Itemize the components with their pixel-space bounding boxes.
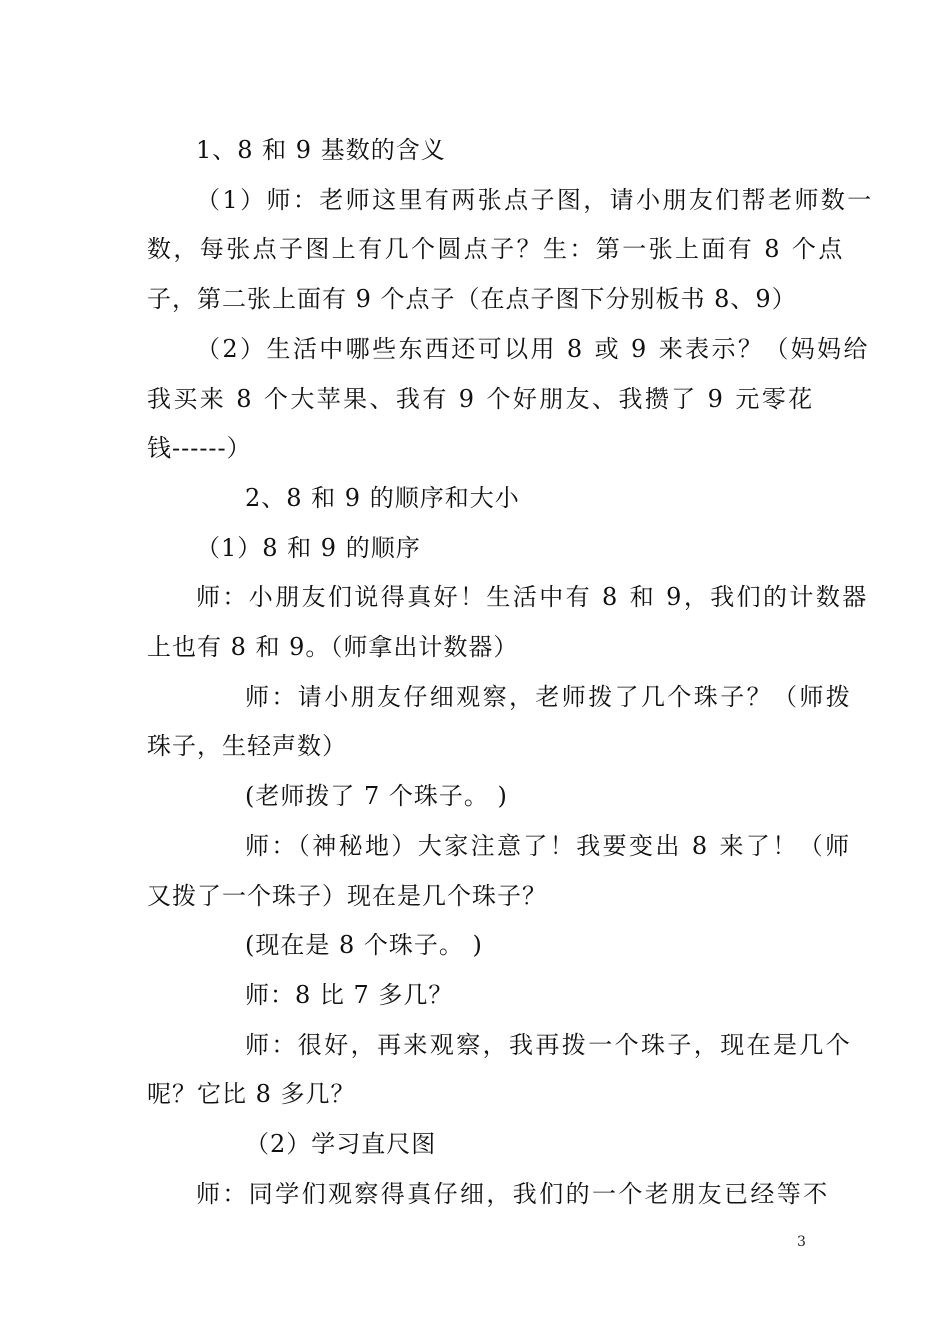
- paragraph-line: (老师拨了 7 个珠子。 ): [245, 782, 508, 810]
- paragraph-line: (现在是 8 个珠子。 ): [245, 931, 483, 959]
- paragraph-line: （1）师：老师这里有两张点子图，请小朋友们帮老师数一: [196, 186, 874, 214]
- paragraph-line: 数，每张点子图上有几个圆点子？生：第一张上面有 8 个点: [147, 235, 845, 263]
- paragraph-line: 钱------）: [147, 434, 252, 462]
- paragraph-line: 上也有 8 和 9。（师拿出计数器）: [147, 633, 519, 661]
- subsection-heading: （2）学习直尺图: [245, 1130, 437, 1158]
- paragraph-line: 师：请小朋友仔细观察，老师拨了几个珠子？（师拨: [245, 683, 853, 711]
- paragraph-line: 师：8 比 7 多几？: [245, 981, 454, 1009]
- section-heading: 1、8 和 9 基数的含义: [196, 136, 446, 164]
- paragraph-line: 师：小朋友们说得真好！生活中有 8 和 9，我们的计数器: [196, 583, 869, 611]
- paragraph-line: 我买来 8 个大苹果、我有 9 个好朋友、我攒了 9 元零花: [147, 385, 815, 413]
- paragraph-line: （2）生活中哪些东西还可以用 8 或 9 来表示？（妈妈给: [196, 335, 870, 363]
- section-heading: 2、8 和 9 的顺序和大小: [245, 484, 520, 512]
- subsection-heading: （1）8 和 9 的顺序: [196, 534, 421, 562]
- paragraph-line: 又拨了一个珠子）现在是几个珠子？: [147, 882, 547, 910]
- paragraph-line: 呢？它比 8 多几？: [147, 1080, 356, 1108]
- paragraph-line: 珠子，生轻声数）: [147, 732, 347, 760]
- paragraph-line: 师：同学们观察得真仔细，我们的一个老朋友已经等不: [196, 1180, 830, 1208]
- page-number: 3: [797, 1234, 806, 1250]
- paragraph-line: 师：很好，再来观察，我再拨一个珠子，现在是几个: [245, 1031, 853, 1059]
- paragraph-line: 子，第二张上面有 9 个点子（在点子图下分别板书 8、9）: [147, 285, 797, 313]
- paragraph-line: 师：（神秘地）大家注意了！我要变出 8 来了！（师: [245, 832, 852, 860]
